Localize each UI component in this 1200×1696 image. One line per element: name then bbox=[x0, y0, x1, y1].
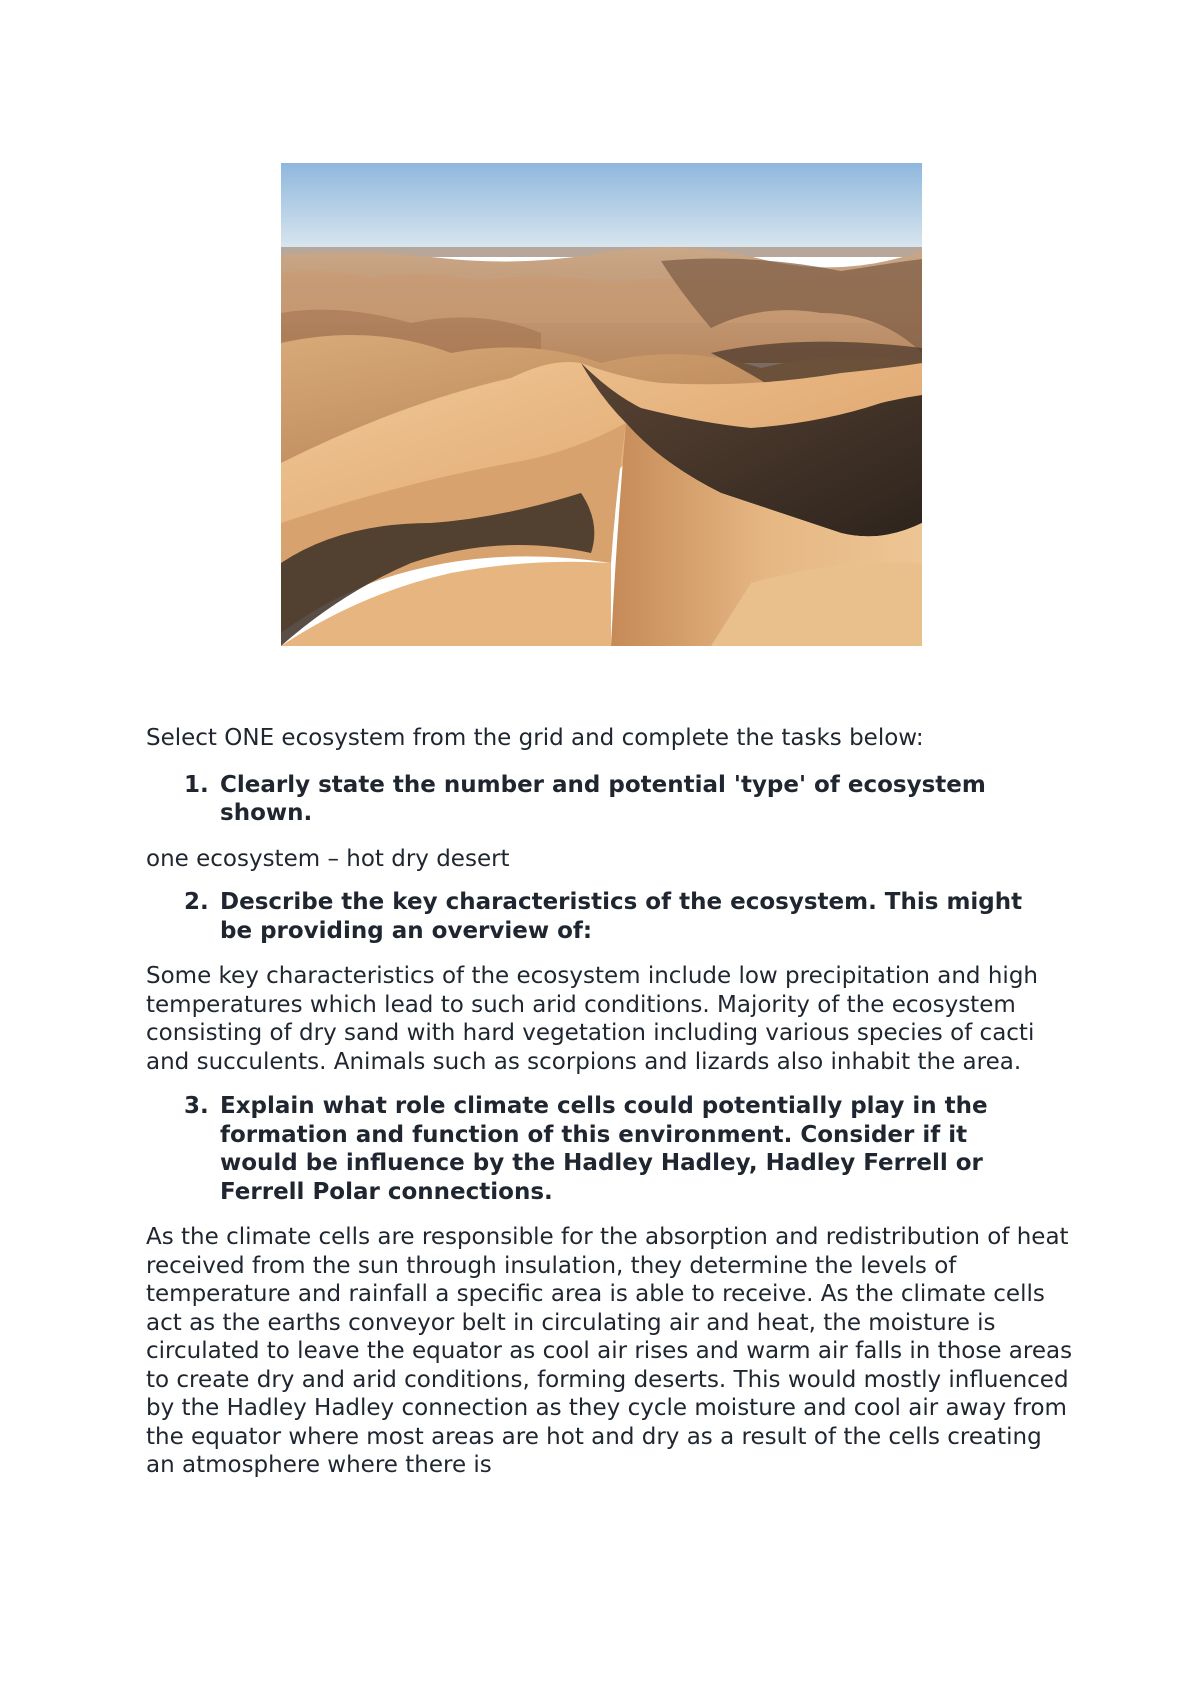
question-2 bbox=[146, 888, 1076, 945]
question-1 bbox=[146, 771, 1076, 828]
question-number: 1. bbox=[184, 771, 209, 798]
desert-dunes-photo bbox=[281, 163, 922, 646]
intro-text: Select ONE ecosystem from the grid and complete the tasks below: bbox=[146, 725, 924, 751]
question-number: 2. bbox=[184, 889, 209, 915]
answer-2: Some key characteristics of the ecosystem include low precipitation and high temperatures which lead to such arid conditions. Majority of the ecosystem consisting of dry sand with hard vegetation including various species of cacti and succulents. Animals such as scorpions and lizards also inhabit the area. bbox=[146, 963, 1038, 1075]
question-text: Explain what role climate cells could potentially play in the formation and function of this environment. Consider if it would be influence by the Hadley Hadley, Hadley Ferrell or Ferrell Polar connections. bbox=[220, 1093, 988, 1205]
question-text: Describe the key characteristics of the ecosystem. This might be providing an overview of: bbox=[220, 889, 1023, 944]
answer-1: one ecosystem – hot dry desert bbox=[146, 845, 510, 872]
question-text: Clearly state the number and potential 'type' of ecosystem shown. bbox=[220, 771, 986, 826]
document-body bbox=[146, 724, 1076, 1496]
question-3 bbox=[146, 1092, 1076, 1206]
question-number: 3. bbox=[184, 1093, 209, 1119]
desert-dunes-illustration bbox=[281, 163, 922, 646]
answer-3: As the climate cells are responsible for the absorption and redistribution of heat received from the sun through insulation, they determine the levels of temperature and rainfall a specific area is able to receive. As the climate cells act as the earths conveyor belt in circulating air and heat, the moisture is circulated to leave the equator as cool air rises and warm air falls in those areas to create dry and arid conditions, forming deserts. This would mostly influenced by the Hadley Hadley connection as they cycle moisture and cool air away from the equator where most areas are hot and dry as a result of the cells creating an atmosphere where there is bbox=[146, 1224, 1073, 1478]
